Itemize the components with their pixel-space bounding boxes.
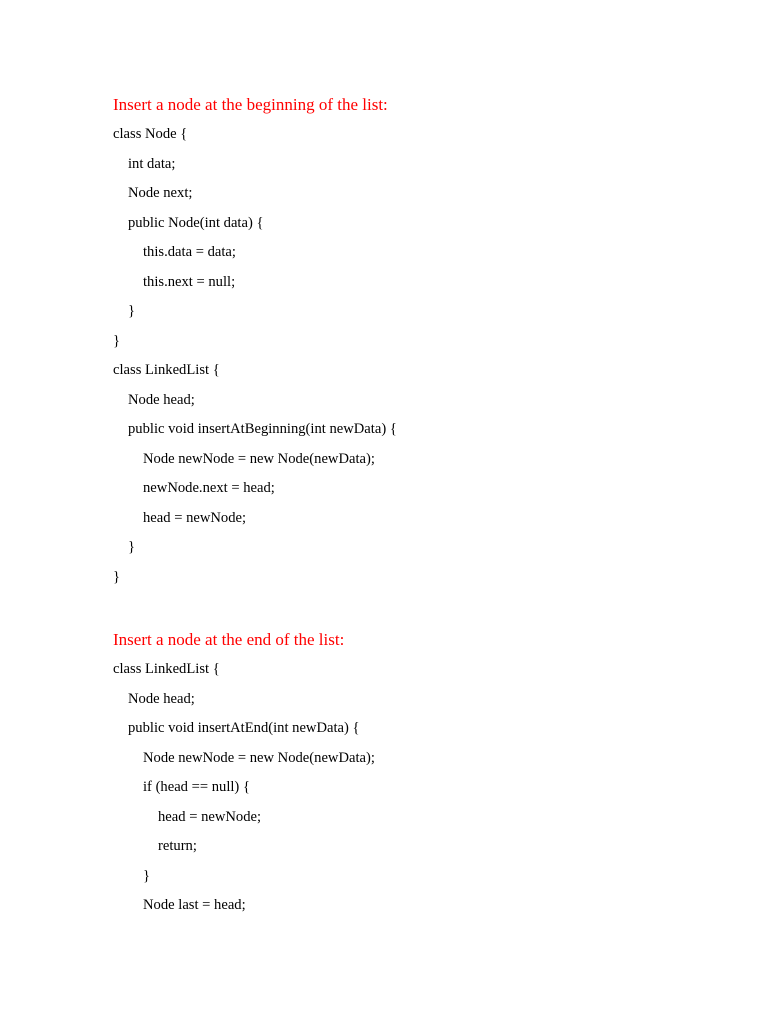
code-block-insert-at-beginning <box>113 124 397 596</box>
code-line: newNode.next = head; <box>143 480 275 496</box>
code-line: head = newNode; <box>158 808 262 825</box>
code-line: Node newNode = new Node(newData); <box>143 749 375 766</box>
code-line: class LinkedList { <box>113 362 220 378</box>
code-line: } <box>128 539 136 555</box>
code-line: public void insertAtBeginning(int newData) { <box>128 421 397 437</box>
code-line: Node head; <box>128 391 195 408</box>
section-heading-insert-at-end: Insert a node at the end of the list: <box>113 630 345 649</box>
code-line: this.data = data; <box>143 244 236 260</box>
code-line: } <box>143 867 151 884</box>
code-line: Node next; <box>128 185 193 201</box>
code-block-insert-at-end <box>113 659 375 925</box>
code-line: int data; <box>128 155 176 172</box>
code-line: public Node(int data) { <box>128 214 264 231</box>
code-line: } <box>113 332 121 349</box>
code-line: if (head == null) { <box>143 779 250 795</box>
code-line: head = newNode; <box>143 509 247 526</box>
code-line: Node head; <box>128 690 195 707</box>
code-line: class LinkedList { <box>113 661 220 677</box>
code-line: this.next = null; <box>143 273 236 290</box>
code-line: class Node { <box>113 126 188 142</box>
section-heading-insert-at-beginning: Insert a node at the beginning of the list: <box>113 95 388 114</box>
code-line: Node last = head; <box>143 897 246 913</box>
code-line: public void insertAtEnd(int newData) { <box>128 720 360 736</box>
code-line: Node newNode = new Node(newData); <box>143 450 375 467</box>
code-line: return; <box>158 838 197 854</box>
code-line: } <box>113 568 121 585</box>
code-line: } <box>128 303 136 319</box>
